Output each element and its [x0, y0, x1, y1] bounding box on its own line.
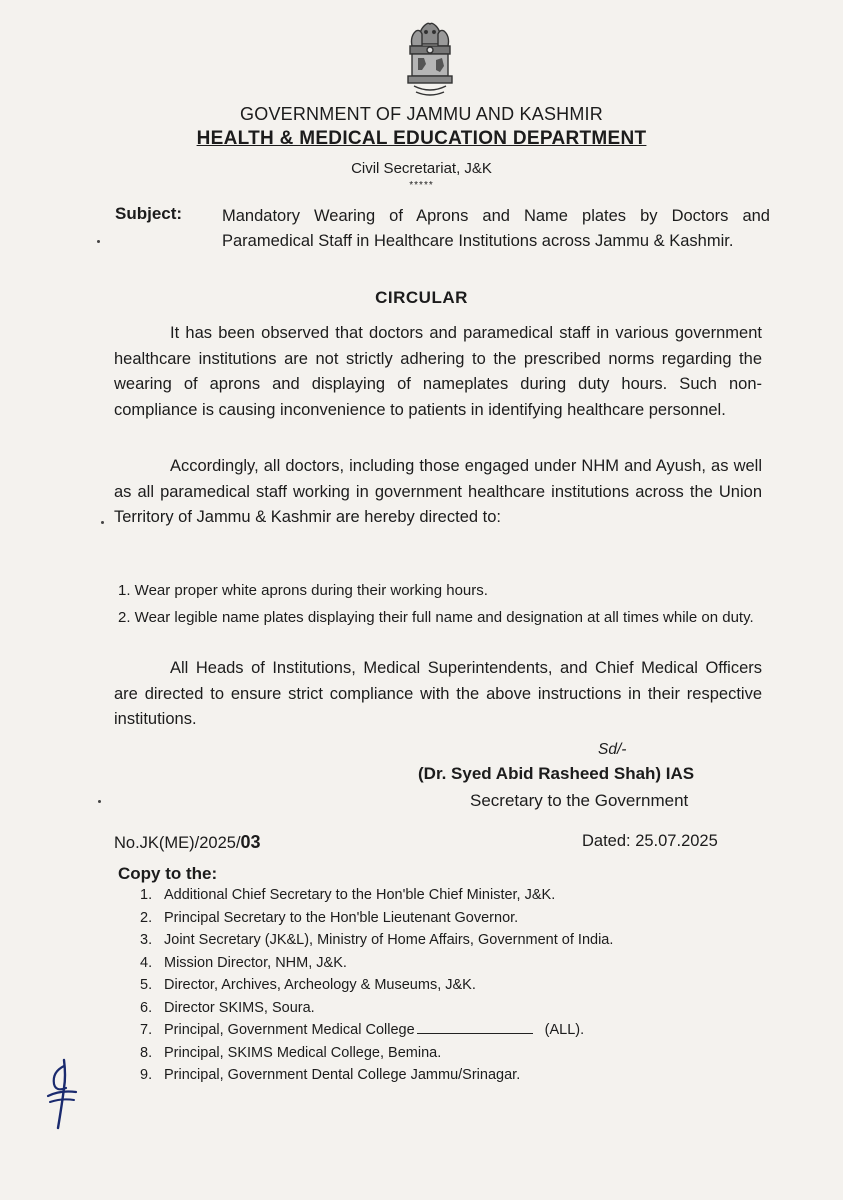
signer-name: (Dr. Syed Abid Rasheed Shah) IAS — [418, 764, 695, 783]
national-emblem-icon — [398, 14, 462, 102]
list-item: 8. Principal, SKIMS Medical College, Bemina. — [140, 1044, 442, 1061]
list-item: 7. Principal, Government Medical College (ALL). — [140, 1022, 585, 1038]
signer-designation: Secretary to the Government — [470, 791, 689, 810]
body-paragraph-1: It has been observed that doctors and paramedical staff in various government healthcare institutions are not strictly adhering to the prescribed norms regarding the wearing of aprons and displaying of nameplates during duty hours. Such non-compliance is causing inconvenience to patients in identifying healthcare personnel. — [114, 324, 762, 419]
handwritten-initials-icon — [44, 1058, 78, 1130]
scan-speck — [101, 521, 104, 524]
scan-speck — [98, 800, 101, 803]
reference-handwritten-number: 03 — [240, 832, 261, 852]
list-item: 4. Mission Director, NHM, J&K. — [140, 954, 347, 971]
government-name: GOVERNMENT OF JAMMU AND KASHMIR — [240, 104, 603, 124]
office-name: Civil Secretariat, J&K — [351, 160, 492, 177]
department-name: HEALTH & MEDICAL EDUCATION DEPARTMENT — [196, 128, 647, 149]
direction-item-2: 2. Wear legible name plates displaying their full name and designation at all times while on duty. — [118, 609, 754, 626]
fill-in-blank — [417, 1021, 533, 1034]
list-item: 1. Additional Chief Secretary to the Hon'ble Chief Minister, J&K. — [140, 887, 556, 903]
list-item: 9. Principal, Government Dental College Jammu/Srinagar. — [140, 1067, 521, 1083]
reference-prefix: No.JK(ME)/2025/ — [114, 834, 241, 852]
header-separator: ***** — [409, 180, 434, 191]
list-item: 3. Joint Secretary (JK&L), Ministry of Home Affairs, Government of India. — [140, 932, 614, 948]
subject-text: Mandatory Wearing of Aprons and Name plates by Doctors and Paramedical Staff in Healthcare Institutions across Jammu & Kashmir. — [222, 207, 770, 250]
signature-sd: Sd/- — [598, 741, 627, 758]
scan-speck — [97, 240, 100, 243]
circular-title: CIRCULAR — [375, 288, 468, 307]
list-item: 6. Director SKIMS, Soura. — [140, 999, 315, 1016]
date: Dated: 25.07.2025 — [582, 832, 718, 850]
body-paragraph-2: Accordingly, all doctors, including those engaged under NHM and Ayush, as well as all paramedical staff working in government healthcare institutions across the Union Territory of Jammu & Kashmir are hereby directed to: — [114, 457, 762, 526]
list-item: 5. Director, Archives, Archeology & Museums, J&K. — [140, 977, 476, 993]
copy-to-list — [140, 884, 613, 1087]
list-item: 2. Principal Secretary to the Hon'ble Lieutenant Governor. — [140, 909, 519, 926]
direction-item-1: 1. Wear proper white aprons during their working hours. — [118, 582, 488, 599]
subject-label: Subject: — [115, 204, 183, 223]
body-paragraph-3: All Heads of Institutions, Medical Superintendents, and Chief Medical Officers are directed to ensure strict compliance with the above instructions in their respective institutions. — [114, 659, 762, 728]
copy-to-heading: Copy to the: — [118, 864, 218, 883]
reference-number — [114, 832, 261, 853]
